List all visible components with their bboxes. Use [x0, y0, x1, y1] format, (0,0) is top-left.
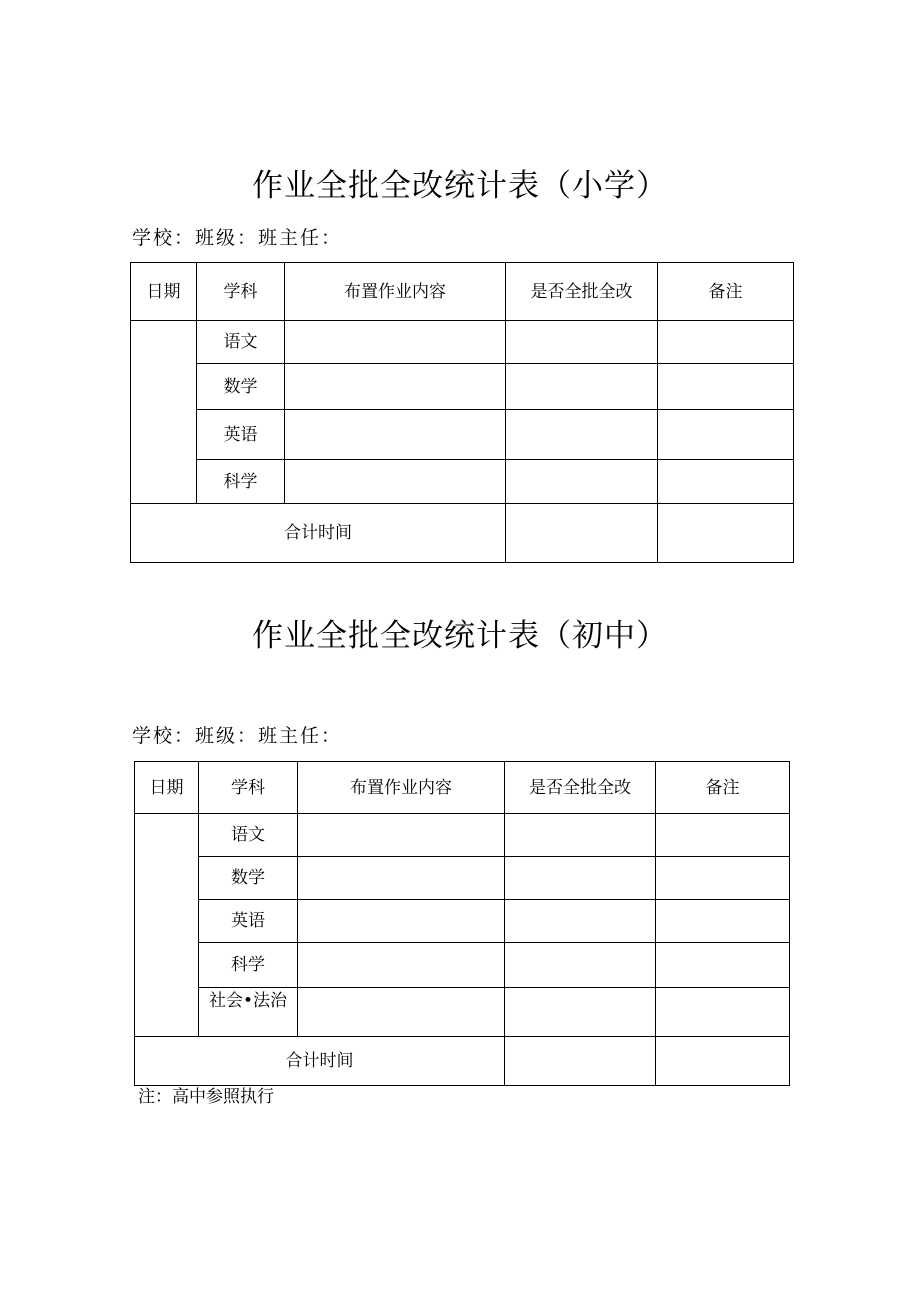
- subject-cell: 语文: [197, 321, 285, 364]
- homework-content-cell[interactable]: [285, 460, 506, 504]
- total-corrected-cell[interactable]: [505, 1037, 656, 1086]
- table-row: [131, 410, 794, 460]
- primary-table-title: 作业全批全改统计表（小学）: [252, 168, 668, 204]
- subject-cell: 语文: [199, 814, 298, 857]
- remarks-cell[interactable]: [656, 900, 790, 943]
- subject-cell: 数学: [197, 364, 285, 410]
- fully-corrected-cell[interactable]: [505, 943, 656, 988]
- homework-content-cell[interactable]: [298, 900, 505, 943]
- fully-corrected-cell[interactable]: [506, 460, 658, 504]
- table-row: [135, 814, 790, 857]
- total-time-label: 合计时间: [131, 504, 506, 563]
- primary-school-class-teacher-line: 学校：班级：班主任：: [132, 227, 343, 249]
- remarks-cell[interactable]: [656, 857, 790, 900]
- subject-cell: 英语: [199, 900, 298, 943]
- subject-cell: 科学: [197, 460, 285, 504]
- homework-content-cell[interactable]: [298, 814, 505, 857]
- date-cell[interactable]: [131, 321, 197, 504]
- header-date: 日期: [131, 263, 197, 321]
- header-fully-corrected: 是否全批全改: [505, 762, 656, 814]
- table-row: [131, 321, 794, 364]
- total-time-label: 合计时间: [135, 1037, 505, 1086]
- subject-cell: 社会•法治: [199, 988, 298, 1037]
- fully-corrected-cell[interactable]: [505, 857, 656, 900]
- fully-corrected-cell[interactable]: [505, 988, 656, 1037]
- footnote: 注：高中参照执行: [138, 1087, 274, 1107]
- fully-corrected-cell[interactable]: [506, 321, 658, 364]
- header-homework-content: 布置作业内容: [285, 263, 506, 321]
- remarks-cell[interactable]: [658, 410, 794, 460]
- table-row: [135, 857, 790, 900]
- total-remarks-cell[interactable]: [656, 1037, 790, 1086]
- subject-cell: 数学: [199, 857, 298, 900]
- header-remarks: 备注: [656, 762, 790, 814]
- total-row: [135, 1037, 790, 1086]
- homework-content-cell[interactable]: [285, 321, 506, 364]
- total-remarks-cell[interactable]: [658, 504, 794, 563]
- remarks-cell[interactable]: [656, 988, 790, 1037]
- header-remarks: 备注: [658, 263, 794, 321]
- remarks-cell[interactable]: [656, 943, 790, 988]
- header-date: 日期: [135, 762, 199, 814]
- subject-cell: 科学: [199, 943, 298, 988]
- fully-corrected-cell[interactable]: [505, 900, 656, 943]
- remarks-cell[interactable]: [656, 814, 790, 857]
- fully-corrected-cell[interactable]: [506, 364, 658, 410]
- header-subject: 学科: [197, 263, 285, 321]
- homework-content-cell[interactable]: [285, 410, 506, 460]
- homework-content-cell[interactable]: [298, 943, 505, 988]
- junior-homework-table: [134, 761, 790, 1086]
- homework-content-cell[interactable]: [285, 364, 506, 410]
- table-header-row: [131, 263, 794, 321]
- homework-content-cell[interactable]: [298, 857, 505, 900]
- remarks-cell[interactable]: [658, 460, 794, 504]
- junior-table-title: 作业全批全改统计表（初中）: [252, 618, 668, 654]
- fully-corrected-cell[interactable]: [505, 814, 656, 857]
- table-row: [135, 900, 790, 943]
- header-subject: 学科: [199, 762, 298, 814]
- subject-cell: 英语: [197, 410, 285, 460]
- remarks-cell[interactable]: [658, 364, 794, 410]
- date-cell[interactable]: [135, 814, 199, 1037]
- primary-homework-table: [130, 262, 794, 563]
- header-fully-corrected: 是否全批全改: [506, 263, 658, 321]
- homework-content-cell[interactable]: [298, 988, 505, 1037]
- junior-school-class-teacher-line: 学校：班级：班主任：: [132, 725, 343, 747]
- remarks-cell[interactable]: [658, 321, 794, 364]
- table-row: [135, 988, 790, 1037]
- total-corrected-cell[interactable]: [506, 504, 658, 563]
- header-homework-content: 布置作业内容: [298, 762, 505, 814]
- table-row: [131, 460, 794, 504]
- total-row: [131, 504, 794, 563]
- table-row: [135, 943, 790, 988]
- fully-corrected-cell[interactable]: [506, 410, 658, 460]
- table-row: [131, 364, 794, 410]
- table-header-row: [135, 762, 790, 814]
